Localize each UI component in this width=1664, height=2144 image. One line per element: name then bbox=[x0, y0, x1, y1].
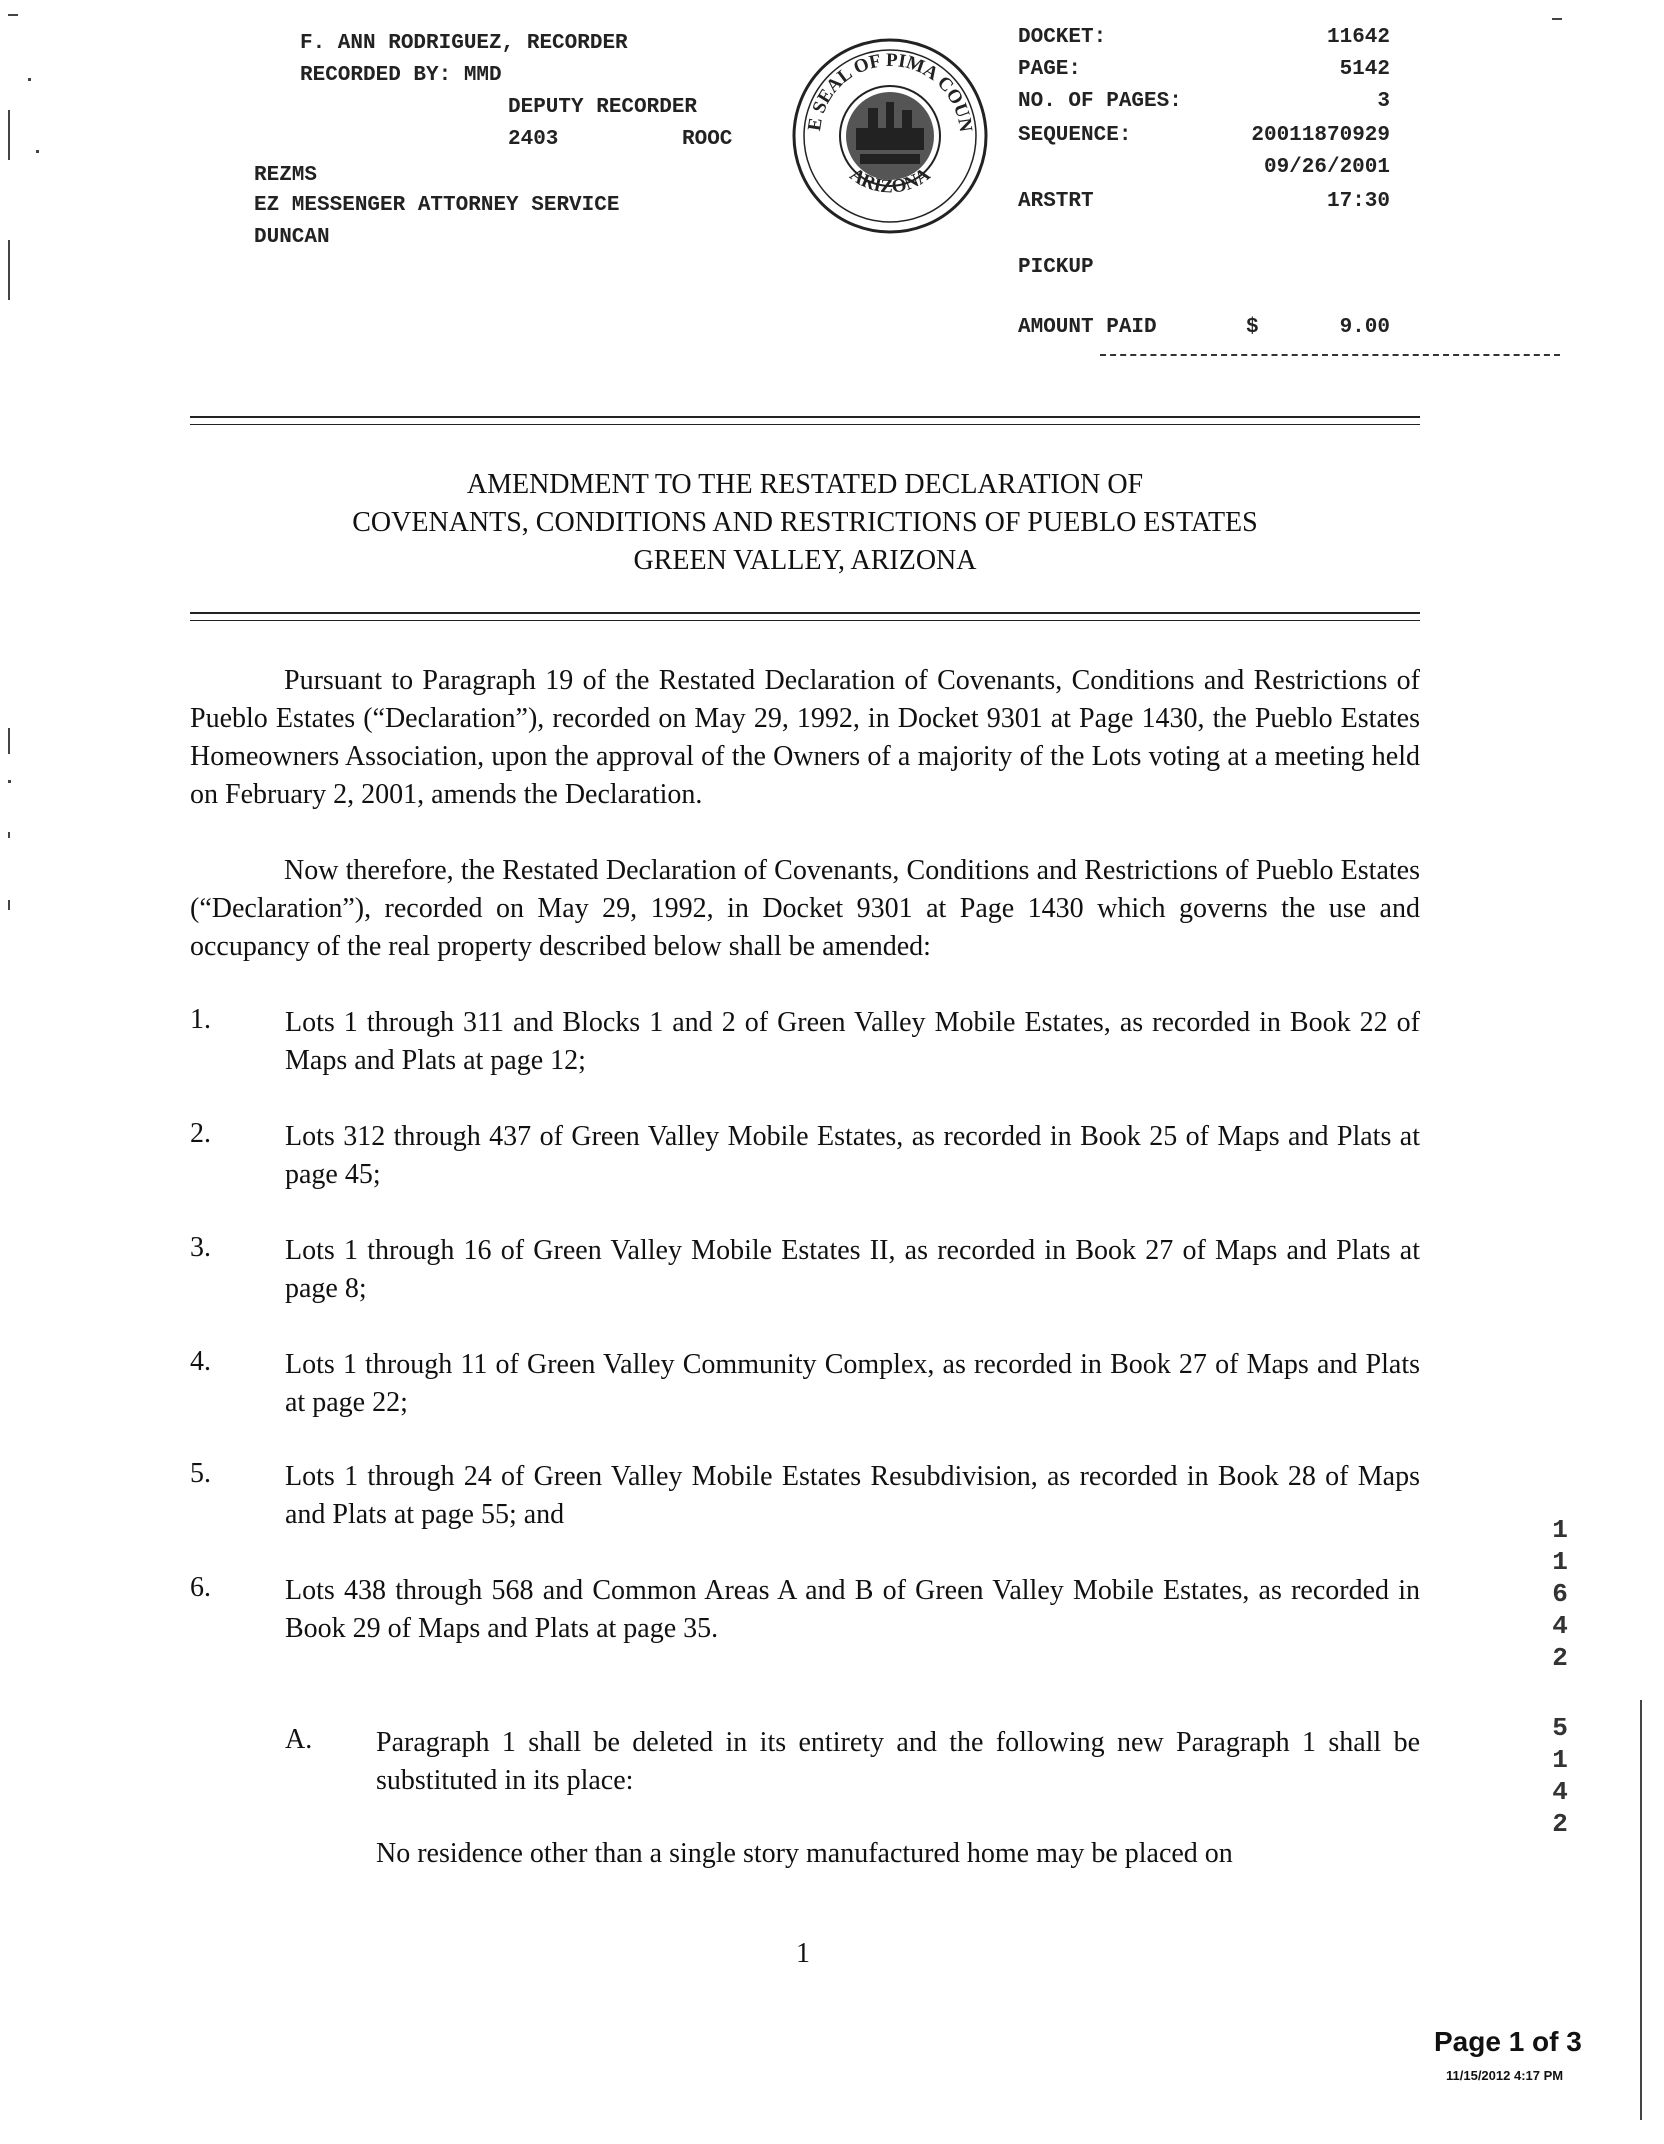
sequence-value: 20011870929 bbox=[1251, 124, 1390, 147]
title-rule-top bbox=[190, 416, 1420, 418]
title-line-1: AMENDMENT TO THE RESTATED DECLARATION OF bbox=[466, 469, 1144, 500]
scan-mark bbox=[1552, 18, 1562, 20]
list-item-number: 2. bbox=[190, 1118, 211, 1149]
list-item: Lots 1 through 11 of Green Valley Community Complex, as recorded in Book 27 of Maps and Plats at page 22; bbox=[285, 1349, 1420, 1418]
list-item-number: 3. bbox=[190, 1232, 211, 1263]
page-number: 1 bbox=[796, 1938, 810, 1969]
county-seal bbox=[790, 36, 990, 236]
list-item-number: 5. bbox=[190, 1458, 211, 1489]
page-value: 5142 bbox=[1339, 58, 1390, 81]
title-rule-bottom-2 bbox=[190, 620, 1420, 621]
scan-mark bbox=[36, 150, 39, 153]
scan-mark bbox=[8, 110, 10, 160]
docket-label: DOCKET: bbox=[1018, 26, 1107, 49]
title-line-2: COVENANTS, CONDITIONS AND RESTRICTIONS OF PUEBLO ESTATES bbox=[352, 507, 1258, 538]
pickup-label: PICKUP bbox=[1018, 256, 1094, 279]
list-item: Lots 1 through 311 and Blocks 1 and 2 of Green Valley Mobile Estates, as recorded in Book 22 of Maps and Plats at page 12; bbox=[285, 1007, 1420, 1076]
list-item: Lots 312 through 437 of Green Valley Mobile Estates, as recorded in Book 25 of Maps and Plats at page 45; bbox=[285, 1121, 1420, 1190]
paragraph-pursuant: Pursuant to Paragraph 19 of the Restated Declaration of Covenants, Conditions and Restrictions of Pueblo Estates (“Declaration”), recorded on May 29, 1992, in Docket 9301 at Page 1430, the Pueblo Estates Homeowners Association, upon the approval of the Owners of a majority of the Lots voting at a meeting held on February 2, 2001, amends the Declaration. bbox=[190, 665, 1420, 810]
scan-mark bbox=[28, 78, 31, 81]
seal-icon bbox=[790, 36, 990, 236]
list-item-number: 1. bbox=[190, 1004, 211, 1035]
sub-item-continuation: No residence other than a single story manufactured home may be placed on bbox=[376, 1838, 1233, 1869]
page-label: PAGE: bbox=[1018, 58, 1082, 81]
paragraph-now-therefore: Now therefore, the Restated Declaration of Covenants, Conditions and Restrictions of Pueblo Estates (“Declaration”), recorded on May 29, 1992, in Docket 9301 at Page 1430 which governs the use and occupancy of the real property described below shall be amended: bbox=[190, 855, 1420, 962]
amount-currency: $ bbox=[1246, 316, 1259, 339]
duncan-line: DUNCAN bbox=[254, 226, 330, 249]
scan-mark bbox=[8, 832, 10, 838]
arstrt-label: ARSTRT bbox=[1018, 190, 1094, 213]
side-stamp-page: 5 1 4 2 bbox=[1552, 1713, 1568, 1839]
list-item: Lots 438 through 568 and Common Areas A and B of Green Valley Mobile Estates, as recorded in Book 29 of Maps and Plats at page 35. bbox=[285, 1575, 1420, 1644]
seal-top-text: E SEAL OF PIMA COUN bbox=[804, 49, 977, 134]
scan-mark bbox=[8, 240, 10, 300]
amount-label: AMOUNT PAID bbox=[1018, 316, 1157, 339]
recorded-by: RECORDED BY: MMD bbox=[300, 64, 502, 87]
title-rule-top-2 bbox=[190, 424, 1420, 425]
sub-item-label: A. bbox=[285, 1724, 313, 1755]
pages-value: 3 bbox=[1377, 90, 1390, 113]
pages-label: NO. OF PAGES: bbox=[1018, 90, 1182, 113]
list-item-number: 6. bbox=[190, 1572, 211, 1603]
recorder-name: F. ANN RODRIGUEZ, RECORDER bbox=[300, 32, 628, 55]
side-stamp-docket: 1 1 6 4 2 bbox=[1552, 1515, 1568, 1673]
record-time: 17:30 bbox=[1326, 190, 1390, 213]
print-timestamp: 11/15/2012 4:17 PM bbox=[1446, 2068, 1564, 2083]
scan-mark bbox=[8, 780, 11, 783]
recorder-code-right: ROOC bbox=[682, 128, 733, 151]
title-rule-bottom bbox=[190, 612, 1420, 614]
docket-value: 11642 bbox=[1326, 26, 1390, 49]
amount-underline bbox=[1100, 354, 1560, 356]
sub-item-text: Paragraph 1 shall be deleted in its entirety and the following new Paragraph 1 shall be substituted in its place: bbox=[376, 1727, 1420, 1796]
rezms-line: REZMS bbox=[254, 164, 318, 187]
service-line: EZ MESSENGER ATTORNEY SERVICE bbox=[254, 194, 620, 217]
page-of-indicator: Page 1 of 3 bbox=[1434, 2026, 1582, 2057]
seal-bottom-text: ARIZONA bbox=[845, 164, 935, 198]
list-item-number: 4. bbox=[190, 1346, 211, 1377]
title-line-3: GREEN VALLEY, ARIZONA bbox=[633, 545, 977, 576]
scan-mark bbox=[8, 14, 18, 16]
sequence-label: SEQUENCE: bbox=[1018, 124, 1132, 147]
list-item: Lots 1 through 24 of Green Valley Mobile Estates Resubdivision, as recorded in Book 28 of Maps and Plats at page 55; and bbox=[285, 1461, 1420, 1530]
scan-mark bbox=[8, 728, 10, 754]
deputy-recorder: DEPUTY RECORDER bbox=[508, 96, 698, 119]
scan-mark bbox=[8, 900, 10, 910]
list-item: Lots 1 through 16 of Green Valley Mobile Estates II, as recorded in Book 27 of Maps and Plats at page 8; bbox=[285, 1235, 1420, 1304]
amount-value: 9.00 bbox=[1339, 316, 1390, 339]
record-date: 09/26/2001 bbox=[1263, 156, 1390, 179]
recorder-code-left: 2403 bbox=[508, 128, 559, 151]
scan-mark bbox=[1640, 1700, 1642, 2120]
